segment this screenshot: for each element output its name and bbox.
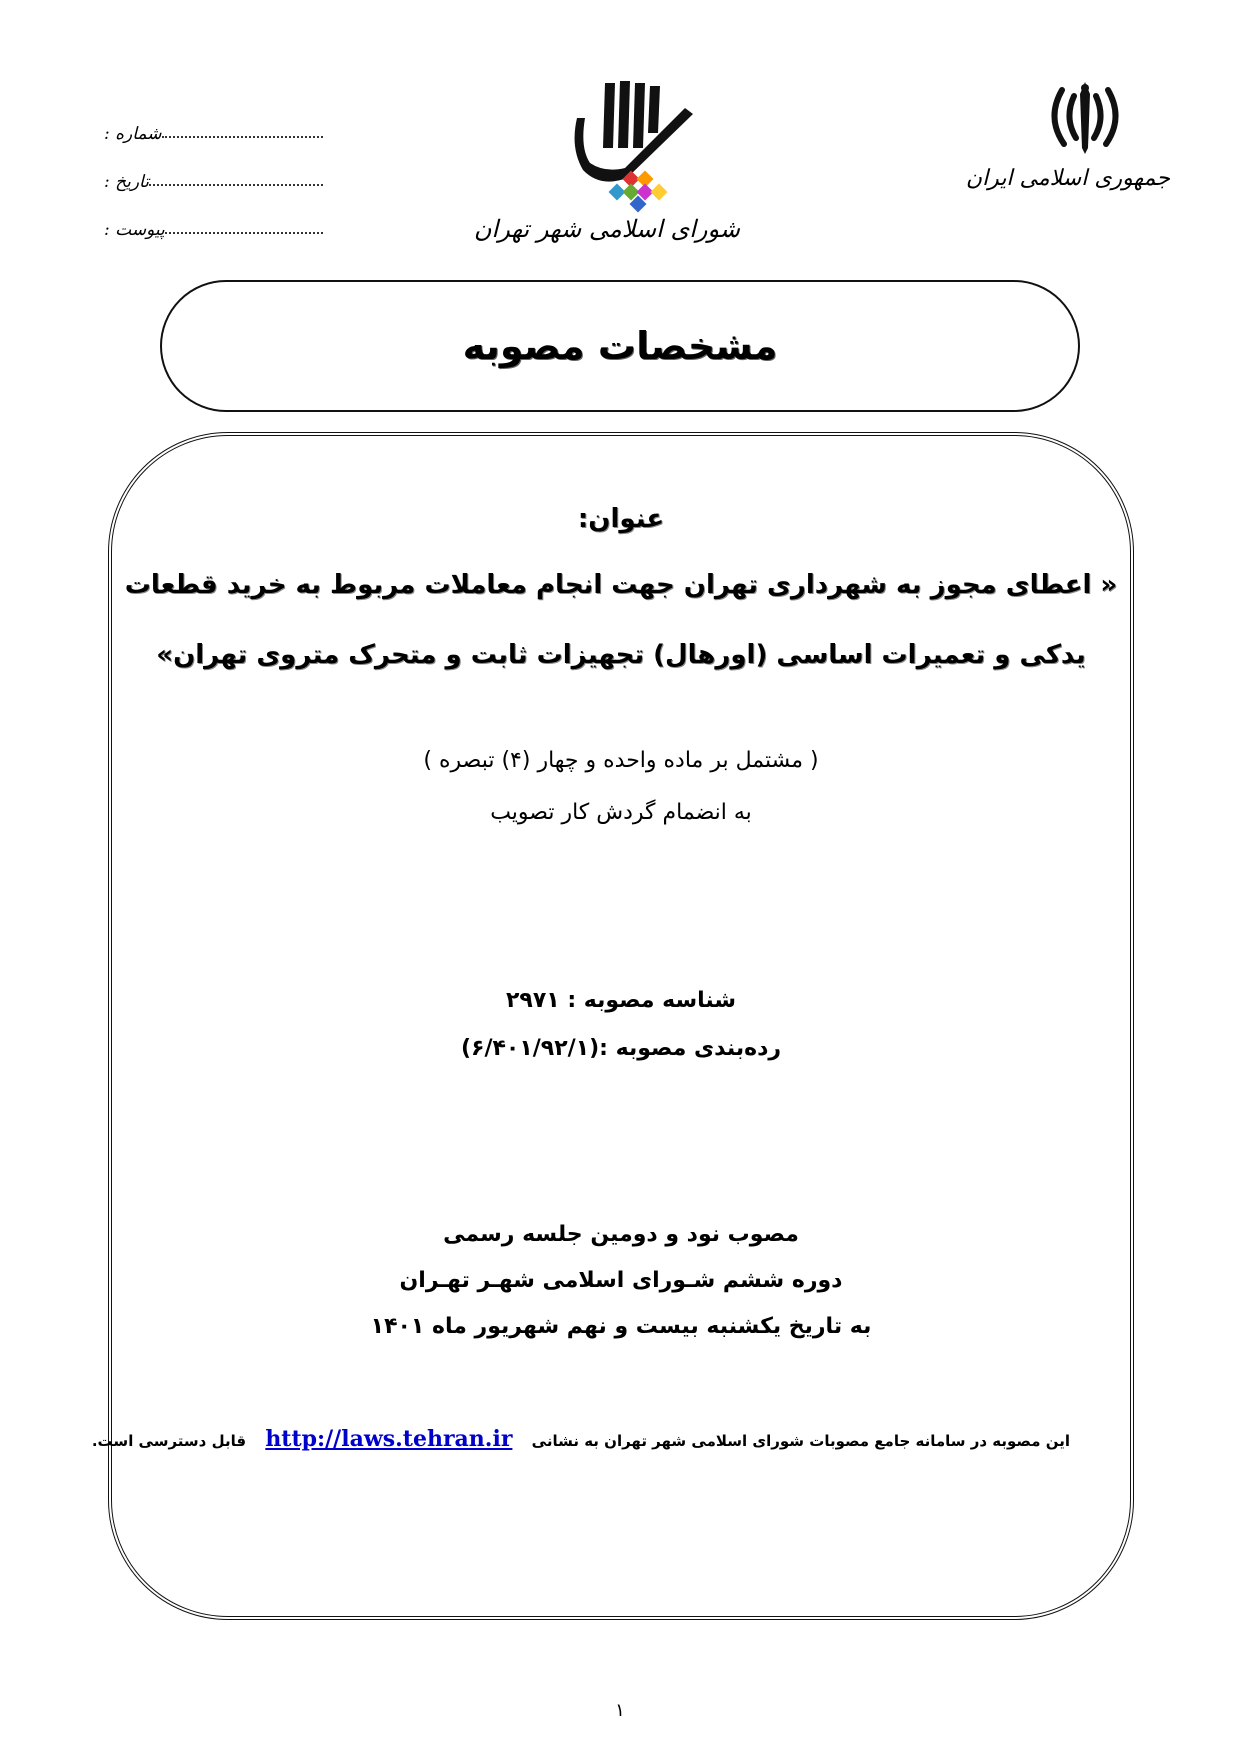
session-line-2: دوره ششم شـورای اسلامی شهـر تهـران [399,1268,843,1293]
access-note-prefix: این مصوبه در سامانه جامع مصوبات شورای اسلامی شهر تهران به نشانی [531,1432,1070,1450]
session-line-3: به تاریخ یکشنبه بیست و نهم شهریور ماه ۱۴۰۱ [370,1314,872,1339]
resolution-id: شناسه مصوبه : ۲۹۷۱ [505,988,737,1013]
subject-line-1: « اعطای مجوز به شهرداری تهران جهت انجام معاملات مربوط به خرید قطعات [124,570,1118,600]
scope-line-2: به انضمام گردش کار تصویب [490,800,752,825]
scope-line-1: ( مشتمل بر ماده واحده و چهار (۴) تبصره ) [423,748,819,773]
council-logo [473,78,740,258]
national-emblem [965,78,1170,191]
date-field-label: تاریخ : [104,172,149,192]
attachment-field-label: پیوست : [104,220,165,240]
number-field [98,96,323,144]
attachment-field [98,192,323,240]
resolution-classification: رده‌بندی مصوبه :(۶/۴۰۱/۹۲/۱) [460,1036,782,1061]
number-field-label: شماره : [104,124,162,144]
access-note-suffix: قابل دسترسی است. [91,1432,247,1450]
laws-website-link[interactable]: http://laws.tehran.ir [265,1426,513,1452]
access-note [91,1426,1070,1452]
title-box [160,280,1080,412]
attachment-field-line [165,231,323,234]
council-name: شورای اسلامی شهر تهران [473,215,740,243]
number-field-line [162,135,324,138]
subject-label: عنوان: [577,504,665,534]
header-form-fields [98,96,323,240]
session-line-1: مصوب نود و دومین جلسه رسمی [443,1222,799,1247]
council-logo-icon [565,78,705,213]
page-number: ۱ [615,1700,625,1721]
subject-line-2: یدکی و تعمیرات اساسی (اورهال) تجهیزات ثابت و متحرک متروی تهران» [156,640,1086,670]
country-name: جمهوری اسلامی ایران [965,166,1170,191]
emblem-icon [1040,78,1130,158]
date-field-line [149,183,323,186]
page-title: مشخصات مصوبه [462,324,778,368]
date-field [98,144,323,192]
